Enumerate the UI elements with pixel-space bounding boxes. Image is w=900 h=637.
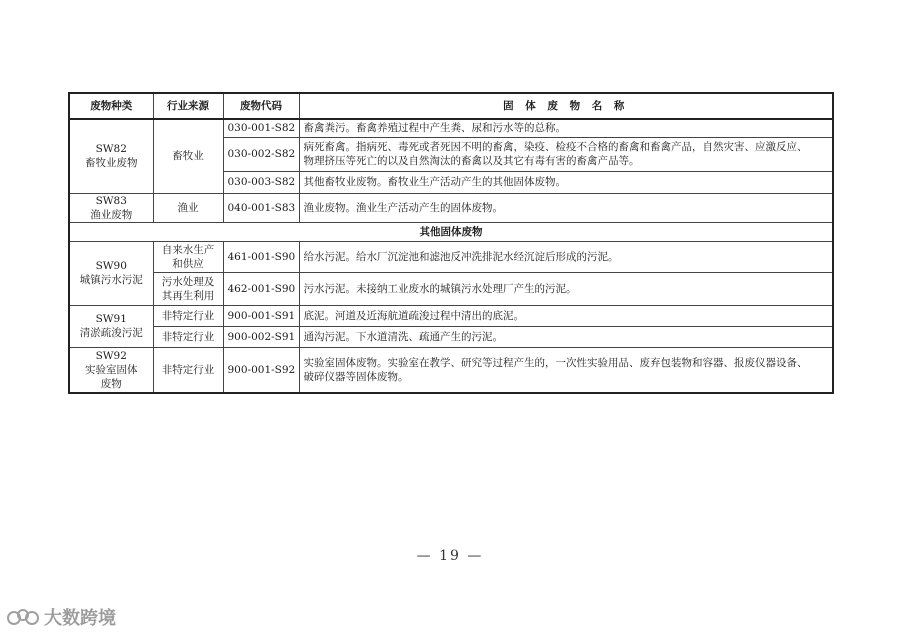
waste-description bbox=[299, 347, 833, 393]
table-row bbox=[69, 347, 833, 393]
table-row bbox=[69, 119, 833, 137]
waste-description: 其他畜牧业废物。畜牧业生产活动产生的其他固体废物。 bbox=[299, 171, 833, 193]
category-label: 畜牧业废物 bbox=[85, 157, 138, 170]
category-cell-sw91 bbox=[69, 305, 153, 347]
watermark-text: 大数跨境 bbox=[44, 608, 116, 629]
waste-code: 030-003-S82 bbox=[223, 171, 299, 193]
waste-code: 900-002-S91 bbox=[223, 326, 299, 347]
section-row bbox=[69, 222, 833, 241]
table-row bbox=[69, 272, 833, 305]
waste-description: 底泥。河道及近海航道疏浚过程中清出的底泥。 bbox=[299, 305, 833, 326]
source-cell bbox=[153, 272, 223, 305]
source-cell: 畜牧业 bbox=[153, 119, 223, 193]
category-label: 城镇污水污泥 bbox=[79, 274, 143, 286]
category-cell-sw83 bbox=[69, 193, 153, 222]
category-cell-sw90 bbox=[69, 241, 153, 305]
category-code: SW83 bbox=[95, 194, 127, 207]
waste-code: 462-001-S90 bbox=[223, 272, 299, 305]
waste-code: 030-002-S82 bbox=[223, 137, 299, 171]
source-cell bbox=[153, 241, 223, 272]
source-cell: 非特定行业 bbox=[153, 326, 223, 347]
table-row bbox=[69, 326, 833, 347]
source-cell: 渔业 bbox=[153, 193, 223, 222]
table-row bbox=[69, 305, 833, 326]
category-label: 废物 bbox=[100, 377, 122, 390]
table-row bbox=[69, 241, 833, 272]
header-code: 废物代码 bbox=[223, 93, 299, 119]
waste-code: 461-001-S90 bbox=[223, 241, 299, 272]
category-code: SW82 bbox=[95, 143, 127, 156]
category-code: SW92 bbox=[95, 349, 127, 362]
category-label: 渔业废物 bbox=[90, 208, 133, 221]
header-source: 行业来源 bbox=[153, 93, 223, 119]
page-number: — 19 — bbox=[416, 548, 484, 564]
section-title: 其他固体废物 bbox=[69, 222, 833, 241]
category-label: 清淤疏浚污泥 bbox=[79, 327, 143, 339]
waste-description: 渔业废物。渔业生产活动产生的固体废物。 bbox=[299, 193, 833, 222]
description-line: 破碎仪器等固体废物。 bbox=[303, 370, 409, 383]
waste-description: 污水污泥。未接纳工业废水的城镇污水处理厂产生的污泥。 bbox=[299, 272, 833, 305]
description-line: 病死畜禽。指病死、毒死或者死因不明的畜禽，染疫、检疫不合格的畜禽和畜禽产品，自然灾害、应激反应、 bbox=[303, 141, 808, 153]
waste-code: 030-001-S82 bbox=[223, 119, 299, 137]
source-cell: 非特定行业 bbox=[153, 305, 223, 326]
source-line: 其再生利用 bbox=[161, 289, 215, 302]
source-line: 和供应 bbox=[172, 257, 204, 270]
waste-description: 给水污泥。给水厂沉淀池和滤池反冲洗排泥水经沉淀后形成的污泥。 bbox=[299, 241, 833, 272]
description-line: 实验室固体废物。实验室在教学、研究等过程产生的，一次性实验用品、废弃包装物和容器、报废仪器设备、 bbox=[303, 356, 808, 369]
category-cell-sw82 bbox=[69, 119, 153, 193]
waste-code: 900-001-S91 bbox=[223, 305, 299, 326]
waste-code: 900-001-S92 bbox=[223, 347, 299, 393]
watermark bbox=[6, 604, 116, 630]
source-line: 自来水生产 bbox=[161, 243, 215, 256]
description-line: 物理挤压等死亡的以及自然淘汰的畜禽以及其它有毒有害的畜禽产品等。 bbox=[303, 155, 640, 167]
category-code: SW90 bbox=[95, 260, 127, 272]
watermark-logo-icon bbox=[6, 606, 40, 628]
waste-description: 畜禽粪污。畜禽养殖过程中产生粪、尿和污水等的总称。 bbox=[299, 119, 833, 137]
header-category: 废物种类 bbox=[69, 93, 153, 119]
category-code: SW91 bbox=[95, 313, 127, 325]
category-label: 实验室固体 bbox=[85, 363, 138, 376]
source-cell: 非特定行业 bbox=[153, 347, 223, 393]
waste-description bbox=[299, 137, 833, 171]
source-line: 污水处理及 bbox=[161, 275, 215, 288]
waste-table bbox=[68, 92, 834, 394]
waste-code: 040-001-S83 bbox=[223, 193, 299, 222]
header-name: 固 体 废 物 名 称 bbox=[299, 93, 833, 119]
waste-description: 通沟污泥。下水道清洗、疏通产生的污泥。 bbox=[299, 326, 833, 347]
category-cell-sw92 bbox=[69, 347, 153, 393]
table-header-row bbox=[69, 93, 833, 119]
table-row bbox=[69, 193, 833, 222]
